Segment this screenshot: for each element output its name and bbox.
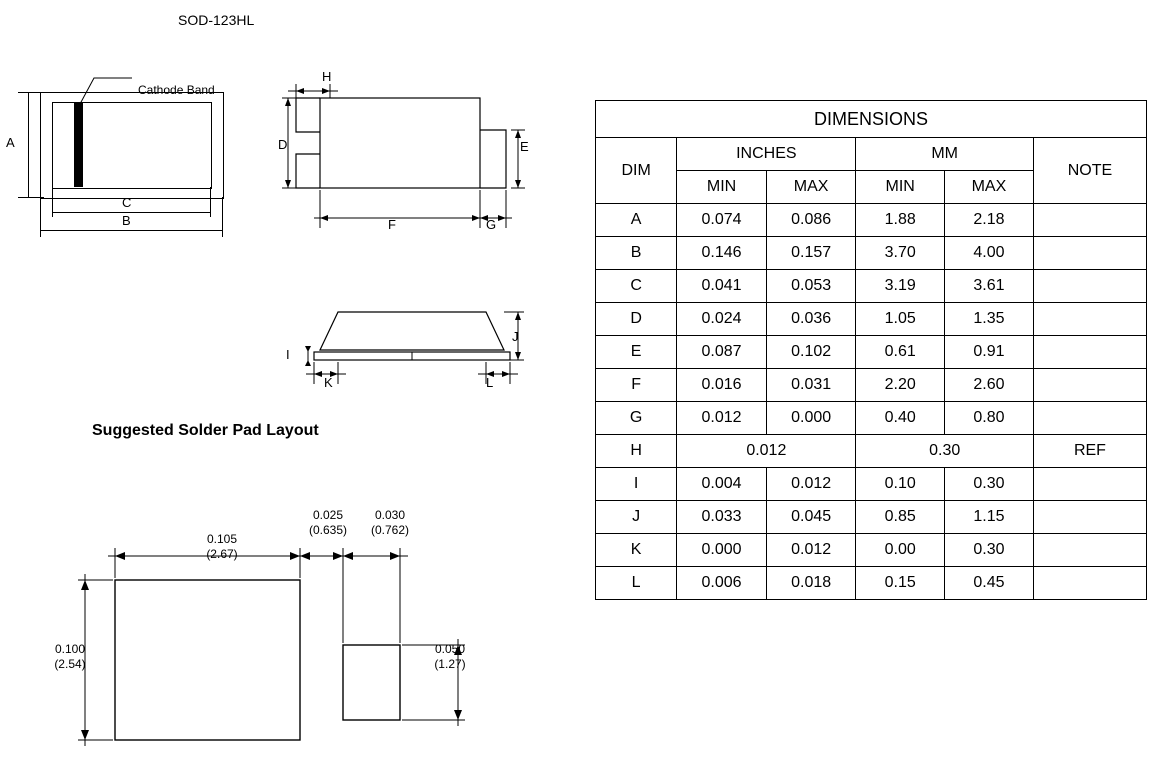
cell-inch-min: 0.016	[677, 369, 767, 402]
table-row	[596, 534, 1147, 567]
table-title: DIMENSIONS	[596, 101, 1147, 138]
cell-inch-min: 0.024	[677, 303, 767, 336]
side-view-drawing	[278, 69, 558, 248]
cell-note	[1033, 468, 1146, 501]
cell-inch-min: 0.004	[677, 468, 767, 501]
header-mm: MM	[856, 138, 1033, 171]
cell-inch-max: 0.036	[766, 303, 856, 336]
extension-line	[210, 187, 211, 217]
table-row	[596, 270, 1147, 303]
pad-dim-0105-mm: (2.67)	[206, 547, 238, 561]
cell-note	[1033, 303, 1146, 336]
pad-dim-0100	[30, 642, 110, 672]
cell-mm-max: 1.15	[944, 501, 1033, 534]
cell-inch-min: 0.074	[677, 204, 767, 237]
cell-mm-min: 1.05	[856, 303, 945, 336]
cell-note	[1033, 237, 1146, 270]
dimension-tick	[22, 92, 35, 93]
cell-inch-min: 0.087	[677, 336, 767, 369]
cell-mm-min: 2.20	[856, 369, 945, 402]
dimension-label-l: L	[486, 375, 494, 390]
cell-dim: G	[596, 402, 677, 435]
cell-mm-min: 0.85	[856, 501, 945, 534]
dimension-label-k: K	[324, 375, 333, 390]
header-dim: DIM	[596, 138, 677, 204]
cathode-band-mark	[74, 102, 83, 187]
cell-note	[1033, 402, 1146, 435]
cell-mm-span: 0.30	[856, 435, 1033, 468]
table-row	[596, 402, 1147, 435]
cell-note	[1033, 369, 1146, 402]
profile-view-geometry	[290, 300, 570, 410]
cell-dim: L	[596, 567, 677, 600]
cell-mm-max: 0.30	[944, 534, 1033, 567]
cell-dim: E	[596, 336, 677, 369]
cell-mm-max: 2.18	[944, 204, 1033, 237]
pad-dim-0025-inch: 0.025	[312, 508, 344, 522]
pad-dim-0030-mm: (0.762)	[370, 523, 410, 537]
pad-dim-0105-inch: 0.105	[206, 532, 238, 546]
cell-mm-max: 0.30	[944, 468, 1033, 501]
cell-note	[1033, 204, 1146, 237]
side-view-geometry	[278, 78, 558, 253]
header-inch-min: MIN	[677, 171, 767, 204]
cell-mm-min: 0.61	[856, 336, 945, 369]
pad-dim-0100-mm: (2.54)	[54, 657, 86, 671]
pad-dim-0105	[182, 532, 262, 562]
cell-dim: K	[596, 534, 677, 567]
cell-mm-max: 1.35	[944, 303, 1033, 336]
header-inch-max: MAX	[766, 171, 856, 204]
dimension-label-i: I	[286, 347, 290, 362]
cell-dim: J	[596, 501, 677, 534]
header-inches: INCHES	[677, 138, 856, 171]
cell-inch-max: 0.086	[766, 204, 856, 237]
pad-dim-0050	[410, 642, 490, 672]
pad-dim-0030-inch: 0.030	[374, 508, 406, 522]
cell-mm-max: 0.45	[944, 567, 1033, 600]
cell-mm-min: 3.19	[856, 270, 945, 303]
pad-dim-0050-inch: 0.050	[434, 642, 466, 656]
dimension-label-c: C	[122, 195, 132, 210]
cell-inch-min: 0.146	[677, 237, 767, 270]
cell-note	[1033, 501, 1146, 534]
table-row	[596, 369, 1147, 402]
extension-line	[40, 197, 41, 237]
table-row	[596, 435, 1147, 468]
dimension-label-f: F	[388, 217, 396, 232]
cell-note	[1033, 567, 1146, 600]
cell-note: REF	[1033, 435, 1146, 468]
pad-dim-0030	[350, 508, 430, 538]
package-title: SOD-123HL	[178, 12, 255, 28]
cell-dim: F	[596, 369, 677, 402]
cell-mm-min: 0.15	[856, 567, 945, 600]
cell-inch-span: 0.012	[677, 435, 856, 468]
cathode-band-label: Cathode Band	[138, 83, 215, 97]
cell-mm-min: 3.70	[856, 237, 945, 270]
solder-pad-drawing	[40, 500, 540, 750]
dimension-label-a: A	[6, 135, 15, 150]
table-group-header-row	[596, 138, 1147, 171]
table-row	[596, 501, 1147, 534]
cathode-leader-line	[80, 72, 126, 104]
cell-mm-max: 3.61	[944, 270, 1033, 303]
dimension-label-j: J	[512, 329, 519, 344]
cell-inch-max: 0.102	[766, 336, 856, 369]
cell-mm-min: 0.40	[856, 402, 945, 435]
dimension-label-d: D	[278, 137, 288, 152]
solder-pad-title: Suggested Solder Pad Layout	[92, 422, 319, 439]
profile-view-drawing	[286, 300, 570, 410]
cell-mm-min: 0.00	[856, 534, 945, 567]
cell-inch-max: 0.012	[766, 534, 856, 567]
top-view-drawing	[6, 83, 248, 242]
cell-mm-min: 1.88	[856, 204, 945, 237]
cell-inch-min: 0.000	[677, 534, 767, 567]
dimensions-table	[595, 100, 1147, 600]
dimension-line-a	[28, 92, 29, 197]
cell-inch-min: 0.033	[677, 501, 767, 534]
pad-dim-0050-mm: (1.27)	[434, 657, 466, 671]
table-row	[596, 204, 1147, 237]
cell-inch-max: 0.012	[766, 468, 856, 501]
cell-mm-max: 2.60	[944, 369, 1033, 402]
cell-note	[1033, 336, 1146, 369]
table-row	[596, 336, 1147, 369]
pad-dim-0025-mm: (0.635)	[308, 523, 348, 537]
cell-inch-min: 0.041	[677, 270, 767, 303]
table-title-row	[596, 101, 1147, 138]
dimension-label-b: B	[122, 213, 131, 228]
cell-dim: C	[596, 270, 677, 303]
table-row	[596, 237, 1147, 270]
dimension-label-h: H	[322, 69, 332, 84]
cell-dim: A	[596, 204, 677, 237]
cell-inch-max: 0.045	[766, 501, 856, 534]
dimension-label-g: G	[486, 217, 497, 232]
extension-line	[222, 197, 223, 237]
cell-dim: I	[596, 468, 677, 501]
cell-inch-max: 0.031	[766, 369, 856, 402]
cell-dim: H	[596, 435, 677, 468]
cell-inch-min: 0.012	[677, 402, 767, 435]
cell-mm-max: 0.91	[944, 336, 1033, 369]
cell-inch-max: 0.157	[766, 237, 856, 270]
header-mm-max: MAX	[944, 171, 1033, 204]
header-mm-min: MIN	[856, 171, 945, 204]
cell-mm-min: 0.10	[856, 468, 945, 501]
table-row	[596, 567, 1147, 600]
cell-inch-max: 0.018	[766, 567, 856, 600]
cell-note	[1033, 270, 1146, 303]
header-note: NOTE	[1033, 138, 1146, 204]
dimension-label-e: E	[520, 139, 529, 154]
cell-mm-max: 0.80	[944, 402, 1033, 435]
cell-mm-max: 4.00	[944, 237, 1033, 270]
cell-dim: B	[596, 237, 677, 270]
dimension-tick	[22, 197, 35, 198]
table-row	[596, 468, 1147, 501]
cell-inch-min: 0.006	[677, 567, 767, 600]
dimension-line-c	[52, 212, 210, 213]
cell-dim: D	[596, 303, 677, 336]
pad-dim-0100-inch: 0.100	[54, 642, 86, 656]
cell-inch-max: 0.000	[766, 402, 856, 435]
cell-note	[1033, 534, 1146, 567]
dimension-line-b	[40, 230, 222, 231]
table-row	[596, 303, 1147, 336]
cell-inch-max: 0.053	[766, 270, 856, 303]
